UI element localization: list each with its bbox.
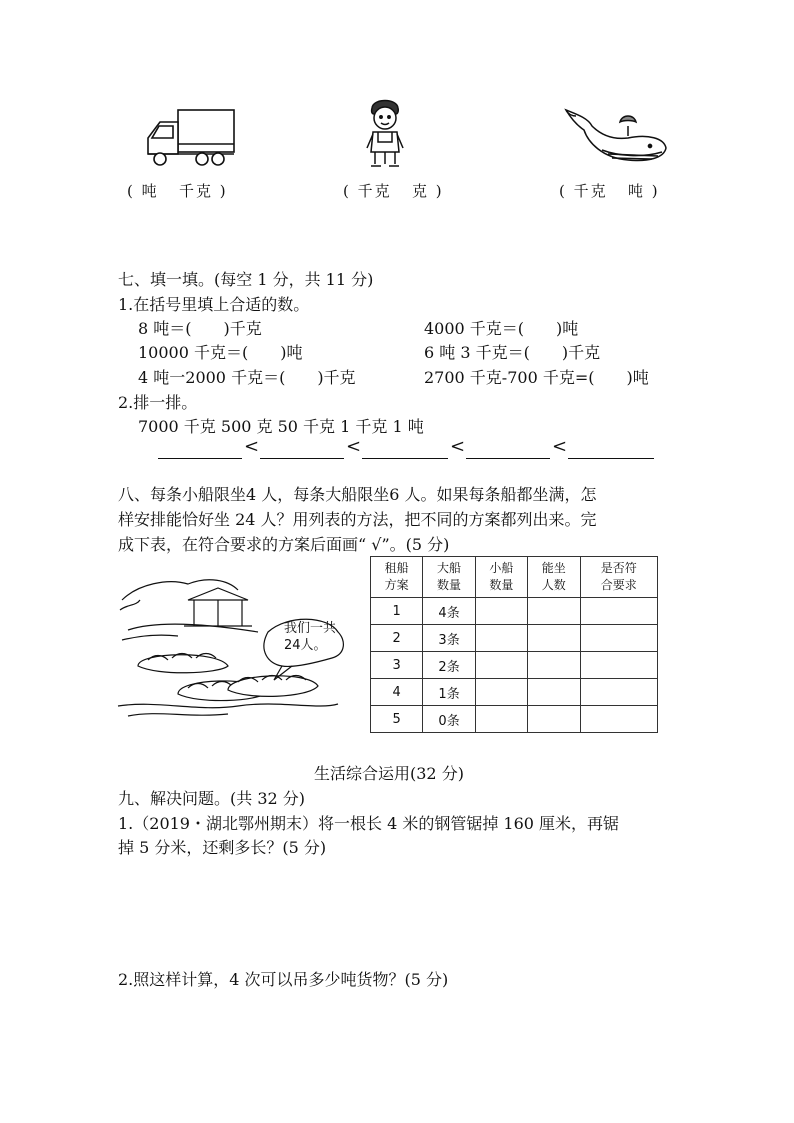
unit-option: 吨 [627, 182, 645, 200]
less-than-sign: < [552, 436, 568, 457]
section8-line2: 样安排能恰好坐 24 人？用列表的方法，把不同的方案都列出来。完 [118, 510, 597, 529]
check-cell[interactable] [580, 679, 658, 706]
big-boat-count: 3条 [423, 625, 475, 652]
capacity-cell[interactable] [528, 679, 580, 706]
ordering-items: 7000 千克 500 克 50 千克 1 千克 1 吨 [138, 417, 424, 436]
small-boat-cell[interactable] [475, 652, 527, 679]
order-blank-4[interactable] [466, 458, 550, 459]
section8-line1: 八、每条小船限坐4 人，每条大船限坐6 人。如果每条船都坐满，怎 [118, 485, 597, 504]
section7-title: 七、填一填。(每空 1 分，共 11 分) [118, 270, 374, 289]
section9-q1-line1: 1.（2019・湖北鄂州期末）将一根长 4 米的钢管锯掉 160 厘米，再锯 [118, 814, 620, 833]
big-boat-count: 1条 [423, 679, 475, 706]
life-application-heading: 生活综合运用(32 分) [314, 764, 464, 783]
small-boat-cell[interactable] [475, 706, 527, 733]
header-small-boats: 小船 数量 [475, 557, 527, 598]
speech-bubble-text [284, 620, 336, 654]
conversion-6t3kg[interactable]: 6 吨 3 千克＝( )千克 [424, 343, 601, 362]
plan-number: 4 [371, 679, 423, 706]
plan-number: 1 [371, 598, 423, 625]
table-row [371, 679, 658, 706]
section9-q2: 2.照这样计算，4 次可以吊多少吨货物？(5 分) [118, 970, 449, 989]
header-meets-requirement: 是否符 合要求 [580, 557, 658, 598]
section7-q2-title: 2.排一排。 [118, 393, 198, 412]
conversion-4000kg[interactable]: 4000 千克＝( )吨 [424, 319, 579, 338]
less-than-sign: < [244, 436, 260, 457]
truck-icon [142, 104, 238, 170]
unit-choice-boy: ( 千克 克 ) [343, 182, 444, 200]
section9-title: 九、解决问题。(共 32 分) [118, 789, 306, 808]
section9-q1-line2: 掉 5 分米，还剩多长？(5 分) [118, 838, 327, 857]
order-blank-2[interactable] [260, 458, 344, 459]
table-row [371, 598, 658, 625]
check-cell[interactable] [580, 706, 658, 733]
conversion-8t[interactable]: 8 吨＝( )千克 [138, 319, 262, 338]
order-blank-5[interactable] [568, 458, 654, 459]
conversion-4t-minus[interactable]: 4 吨一2000 千克＝( )千克 [138, 368, 356, 387]
check-cell[interactable] [580, 652, 658, 679]
check-cell[interactable] [580, 598, 658, 625]
plan-number: 3 [371, 652, 423, 679]
answer-space-q2[interactable] [118, 996, 678, 1096]
capacity-cell[interactable] [528, 625, 580, 652]
plan-number: 2 [371, 625, 423, 652]
order-blank-3[interactable] [362, 458, 448, 459]
header-big-boats: 大船 数量 [423, 557, 475, 598]
big-boat-count: 4条 [423, 598, 475, 625]
big-boat-count: 2条 [423, 652, 475, 679]
header-plan: 租船 方案 [371, 557, 423, 598]
big-boat-count: 0条 [423, 706, 475, 733]
less-than-sign: < [450, 436, 466, 457]
capacity-cell[interactable] [528, 598, 580, 625]
unit-option: 千克 [178, 182, 213, 200]
answer-space-q1[interactable] [118, 864, 678, 964]
conversion-2700kg-minus[interactable]: 2700 千克-700 千克=( )吨 [424, 368, 649, 387]
table-row [371, 706, 658, 733]
bubble-line-1: 我们一共 [284, 621, 337, 636]
unit-option: 吨 [141, 182, 159, 200]
conversion-10000kg[interactable]: 10000 千克＝( )吨 [138, 343, 303, 362]
table-row [371, 625, 658, 652]
capacity-cell[interactable] [528, 706, 580, 733]
whale-icon [562, 104, 670, 170]
section7-q1-title: 1.在括号里填上合适的数。 [118, 295, 310, 314]
capacity-cell[interactable] [528, 652, 580, 679]
boy-icon [363, 96, 407, 170]
bubble-line-2: 24人。 [284, 638, 327, 653]
unit-choice-whale: ( 千克 吨 ) [559, 182, 660, 200]
unit-option: 千克 [357, 182, 392, 200]
section8-line3: 成下表，在符合要求的方案后面画“ √”。(5 分) [118, 535, 450, 554]
table-header-row [371, 557, 658, 598]
unit-option: 千克 [573, 182, 608, 200]
order-blank-1[interactable] [158, 458, 242, 459]
small-boat-cell[interactable] [475, 598, 527, 625]
boat-plan-table [370, 556, 658, 733]
table-row [371, 652, 658, 679]
less-than-sign: < [346, 436, 362, 457]
header-capacity: 能坐 人数 [528, 557, 580, 598]
unit-choice-truck: ( 吨 千克 ) [127, 182, 228, 200]
unit-option: 克 [411, 182, 429, 200]
check-cell[interactable] [580, 625, 658, 652]
plan-number: 5 [371, 706, 423, 733]
small-boat-cell[interactable] [475, 679, 527, 706]
small-boat-cell[interactable] [475, 625, 527, 652]
